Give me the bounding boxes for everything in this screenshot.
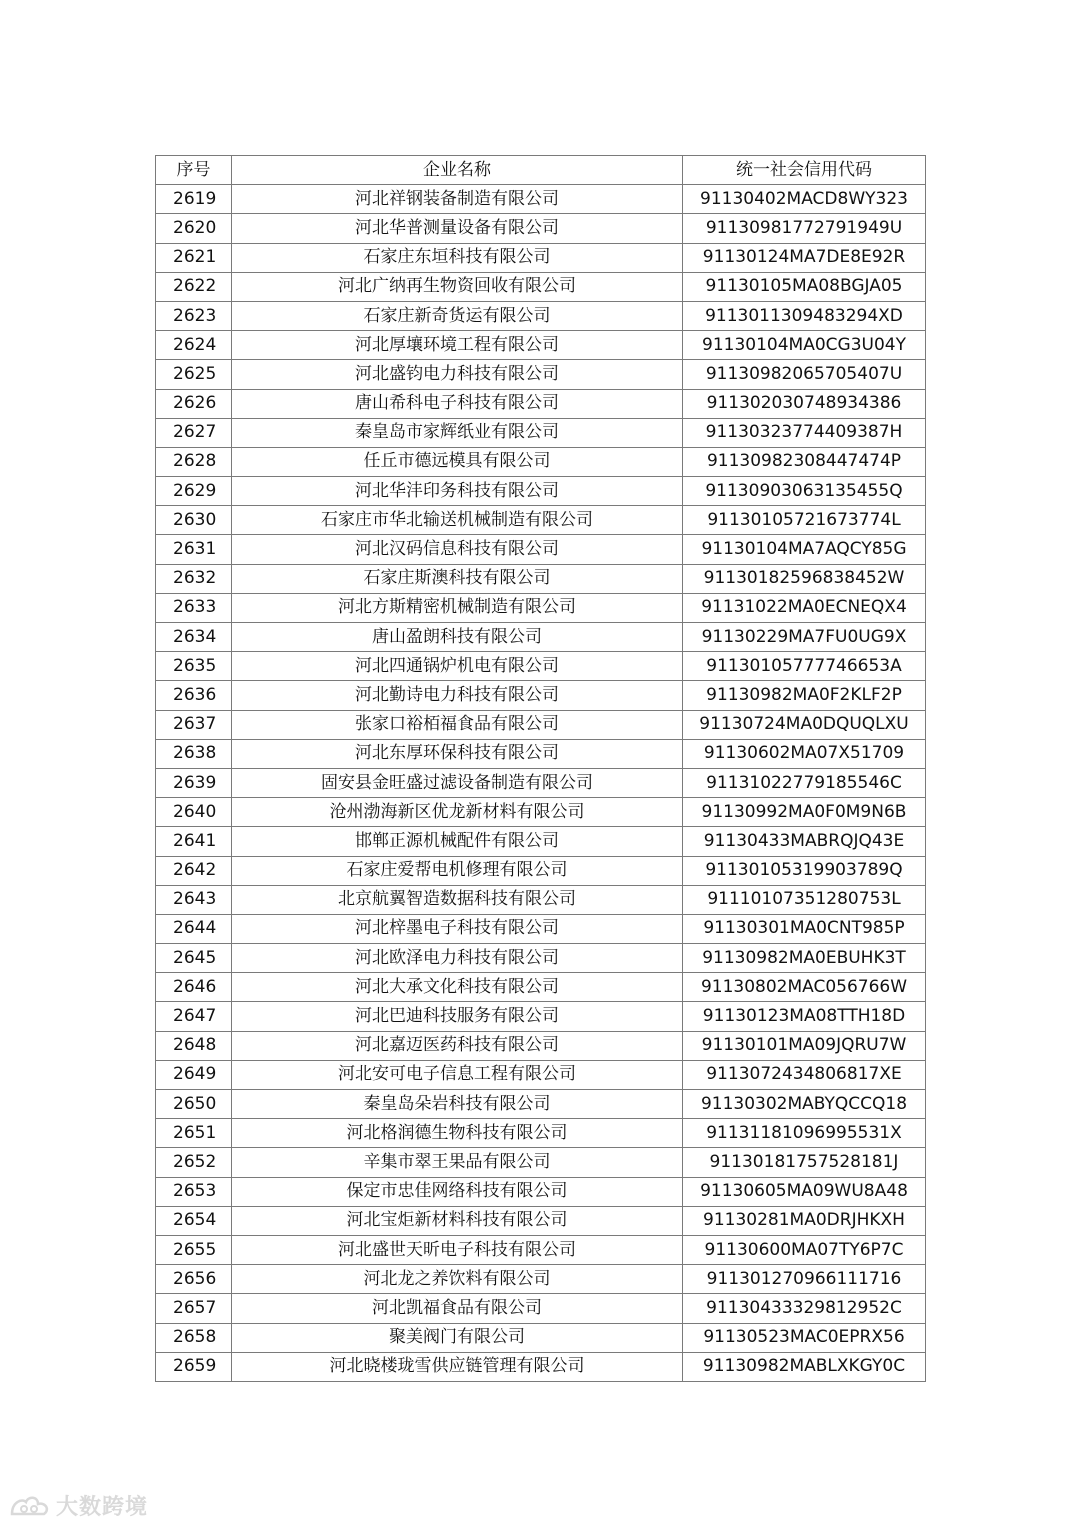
row-credit-code: 91130101MA09JQRU7W (683, 1031, 926, 1060)
row-index: 2623 (156, 301, 232, 330)
row-index: 2631 (156, 535, 232, 564)
table-row (156, 798, 926, 827)
row-credit-code: 911302030748934386 (683, 389, 926, 418)
row-index: 2640 (156, 798, 232, 827)
table-row (156, 1235, 926, 1264)
row-company-name: 河北安可电子信息工程有限公司 (232, 1060, 683, 1089)
row-index: 2632 (156, 564, 232, 593)
row-index: 2620 (156, 214, 232, 243)
row-credit-code: 91110107351280753L (683, 885, 926, 914)
row-credit-code: 91130903063135455Q (683, 477, 926, 506)
row-index: 2648 (156, 1031, 232, 1060)
row-company-name: 唐山希科电子科技有限公司 (232, 389, 683, 418)
company-table (155, 155, 926, 1382)
row-index: 2651 (156, 1119, 232, 1148)
row-credit-code: 91130105319903789Q (683, 856, 926, 885)
row-index: 2642 (156, 856, 232, 885)
row-company-name: 石家庄斯澳科技有限公司 (232, 564, 683, 593)
row-index: 2645 (156, 944, 232, 973)
table-row (156, 447, 926, 476)
row-credit-code: 91130981772791949U (683, 214, 926, 243)
row-credit-code: 91130181757528181J (683, 1148, 926, 1177)
row-index: 2634 (156, 623, 232, 652)
row-company-name: 沧州渤海新区优龙新材料有限公司 (232, 798, 683, 827)
row-credit-code: 91130229MA7FU0UG9X (683, 623, 926, 652)
row-index: 2657 (156, 1294, 232, 1323)
table-row (156, 885, 926, 914)
table-row (156, 1265, 926, 1294)
row-company-name: 河北东厚环保科技有限公司 (232, 739, 683, 768)
row-company-name: 河北汉码信息科技有限公司 (232, 535, 683, 564)
row-company-name: 河北欧泽电力科技有限公司 (232, 944, 683, 973)
row-index: 2658 (156, 1323, 232, 1352)
row-credit-code: 91130992MA0F0M9N6B (683, 798, 926, 827)
row-credit-code: 91131022779185546C (683, 768, 926, 797)
row-credit-code: 91130104MA0CG3U04Y (683, 331, 926, 360)
row-credit-code: 91130124MA7DE8E92R (683, 243, 926, 272)
row-index: 2636 (156, 681, 232, 710)
table-row (156, 506, 926, 535)
watermark (8, 1490, 148, 1521)
header-company-name: 企业名称 (232, 156, 683, 185)
table-row (156, 1060, 926, 1089)
row-credit-code: 91130105777746653A (683, 652, 926, 681)
row-index: 2650 (156, 1090, 232, 1119)
row-company-name: 河北勤诗电力科技有限公司 (232, 681, 683, 710)
row-company-name: 石家庄新奇货运有限公司 (232, 301, 683, 330)
row-index: 2643 (156, 885, 232, 914)
table-header-row (156, 156, 926, 185)
row-credit-code: 911301130948329​4XD (683, 301, 926, 330)
table-row (156, 331, 926, 360)
row-company-name: 石家庄市华北输送机械制造有限公司 (232, 506, 683, 535)
row-index: 2659 (156, 1352, 232, 1381)
table-row (156, 185, 926, 214)
table-row (156, 1323, 926, 1352)
row-company-name: 河北大承文化科技有限公司 (232, 973, 683, 1002)
table-row (156, 739, 926, 768)
table-row (156, 1148, 926, 1177)
row-company-name: 河北华普测量设备有限公司 (232, 214, 683, 243)
row-company-name: 河北盛世天昕电子科技有限公司 (232, 1235, 683, 1264)
table-row (156, 681, 926, 710)
row-company-name: 北京航翼智造数据科技有限公司 (232, 885, 683, 914)
table-row (156, 827, 926, 856)
row-company-name: 河北盛钧电力科技有限公司 (232, 360, 683, 389)
row-index: 2653 (156, 1177, 232, 1206)
row-index: 2652 (156, 1148, 232, 1177)
row-credit-code: 91131181096995531X (683, 1119, 926, 1148)
row-credit-code: 91130724348068​17XE (683, 1060, 926, 1089)
row-index: 2639 (156, 768, 232, 797)
row-credit-code: 91130724MA0DQUQLXU (683, 710, 926, 739)
row-company-name: 河北嘉迈医药科技有限公司 (232, 1031, 683, 1060)
row-index: 2637 (156, 710, 232, 739)
table-row (156, 623, 926, 652)
table-row (156, 535, 926, 564)
table-row (156, 593, 926, 622)
row-company-name: 秦皇岛朵岩科技有限公司 (232, 1090, 683, 1119)
row-credit-code: 91130302MABYQCCQ18 (683, 1090, 926, 1119)
row-credit-code: 91130600MA07TY6P7C (683, 1235, 926, 1264)
table-row (156, 389, 926, 418)
row-index: 2638 (156, 739, 232, 768)
table-row (156, 214, 926, 243)
row-company-name: 河北格润德生物科技有限公司 (232, 1119, 683, 1148)
row-credit-code: 91130982MABLXKGY0C (683, 1352, 926, 1381)
row-company-name: 河北厚壤环境工程有限公司 (232, 331, 683, 360)
table-row (156, 301, 926, 330)
table-row (156, 1294, 926, 1323)
row-credit-code: 91130982065705407U (683, 360, 926, 389)
row-company-name: 河北方斯精密机械制造有限公司 (232, 593, 683, 622)
table-row (156, 564, 926, 593)
table-row (156, 360, 926, 389)
row-index: 2630 (156, 506, 232, 535)
row-company-name: 河北龙之养饮料有限公司 (232, 1265, 683, 1294)
row-company-name: 任丘市德远模具有限公司 (232, 447, 683, 476)
row-credit-code: 911301270966111716 (683, 1265, 926, 1294)
table-row (156, 768, 926, 797)
row-credit-code: 91131022MA0ECNEQX4 (683, 593, 926, 622)
row-credit-code: 91130982308447474P (683, 447, 926, 476)
row-company-name: 河北梓墨电子科技有限公司 (232, 914, 683, 943)
table-row (156, 1177, 926, 1206)
table-row (156, 944, 926, 973)
table-body (156, 185, 926, 1382)
table-row (156, 914, 926, 943)
row-company-name: 河北广纳再生物资回收有限公司 (232, 272, 683, 301)
row-index: 2626 (156, 389, 232, 418)
row-credit-code: 91130982MA0F2KLF2P (683, 681, 926, 710)
row-index: 2621 (156, 243, 232, 272)
row-credit-code: 91130605MA09WU8A48 (683, 1177, 926, 1206)
row-company-name: 河北凯福食品有限公司 (232, 1294, 683, 1323)
row-company-name: 辛集市翠王果品有限公司 (232, 1148, 683, 1177)
row-company-name: 固安县金旺盛过滤设备制造有限公司 (232, 768, 683, 797)
table-row (156, 973, 926, 1002)
logo-icon (8, 1492, 52, 1520)
table-row (156, 1352, 926, 1381)
table-row (156, 652, 926, 681)
table-row (156, 1031, 926, 1060)
table-row (156, 1090, 926, 1119)
row-company-name: 秦皇岛市家辉纸业有限公司 (232, 418, 683, 447)
row-company-name: 河北四通锅炉机电有限公司 (232, 652, 683, 681)
row-company-name: 河北宝炬新材料科技有限公司 (232, 1206, 683, 1235)
row-company-name: 河北祥钢装备制造有限公司 (232, 185, 683, 214)
row-credit-code: 91130982MA0EBUHK3T (683, 944, 926, 973)
row-company-name: 河北巴迪科技服务有限公司 (232, 1002, 683, 1031)
row-index: 2654 (156, 1206, 232, 1235)
row-credit-code: 91130105MA08BGJA05 (683, 272, 926, 301)
table-row (156, 856, 926, 885)
row-company-name: 聚美阀门有限公司 (232, 1323, 683, 1352)
row-company-name: 唐山盈朗科技有限公司 (232, 623, 683, 652)
row-company-name: 石家庄爱帮电机修理有限公司 (232, 856, 683, 885)
row-index: 2627 (156, 418, 232, 447)
row-index: 2655 (156, 1235, 232, 1264)
table-row (156, 243, 926, 272)
row-credit-code: 91130523MAC0EPRX56 (683, 1323, 926, 1352)
row-company-name: 保定市忠佳网络科技有限公司 (232, 1177, 683, 1206)
header-credit-code: 统一社会信用代码 (683, 156, 926, 185)
row-company-name: 石家庄东垣科技有限公司 (232, 243, 683, 272)
row-index: 2622 (156, 272, 232, 301)
row-index: 2635 (156, 652, 232, 681)
row-company-name: 河北华沣印务科技有限公司 (232, 477, 683, 506)
row-index: 2624 (156, 331, 232, 360)
row-index: 2628 (156, 447, 232, 476)
table-row (156, 477, 926, 506)
watermark-text: 大数跨境 (56, 1495, 149, 1520)
row-index: 2649 (156, 1060, 232, 1089)
row-credit-code: 91130301MA0CNT985P (683, 914, 926, 943)
row-credit-code: 91130104MA7AQCY85G (683, 535, 926, 564)
row-index: 2629 (156, 477, 232, 506)
row-credit-code: 91130182596838452W (683, 564, 926, 593)
row-company-name: 河北晓楼珑雪供应链管理有限公司 (232, 1352, 683, 1381)
row-index: 2656 (156, 1265, 232, 1294)
row-credit-code: 91130602MA07X51709 (683, 739, 926, 768)
row-credit-code: 91130402MACD8WY323 (683, 185, 926, 214)
row-credit-code: 91130123MA08TTH18D (683, 1002, 926, 1031)
row-credit-code: 91130433MABRQJQ43E (683, 827, 926, 856)
table-row (156, 1206, 926, 1235)
table-row (156, 710, 926, 739)
row-index: 2646 (156, 973, 232, 1002)
row-index: 2644 (156, 914, 232, 943)
row-credit-code: 91130323774409387H (683, 418, 926, 447)
row-credit-code: 91130433329812952C (683, 1294, 926, 1323)
row-index: 2619 (156, 185, 232, 214)
row-company-name: 张家口裕栢福食品有限公司 (232, 710, 683, 739)
row-credit-code: 91130281MA0DRJHKXH (683, 1206, 926, 1235)
row-index: 2633 (156, 593, 232, 622)
row-index: 2641 (156, 827, 232, 856)
row-credit-code: 91130802MAC056766W (683, 973, 926, 1002)
table-row (156, 1002, 926, 1031)
table-row (156, 1119, 926, 1148)
row-index: 2625 (156, 360, 232, 389)
row-company-name: 邯郸正源机械配件有限公司 (232, 827, 683, 856)
row-credit-code: 91130105721673774L (683, 506, 926, 535)
header-index: 序号 (156, 156, 232, 185)
row-index: 2647 (156, 1002, 232, 1031)
table-row (156, 418, 926, 447)
table-row (156, 272, 926, 301)
